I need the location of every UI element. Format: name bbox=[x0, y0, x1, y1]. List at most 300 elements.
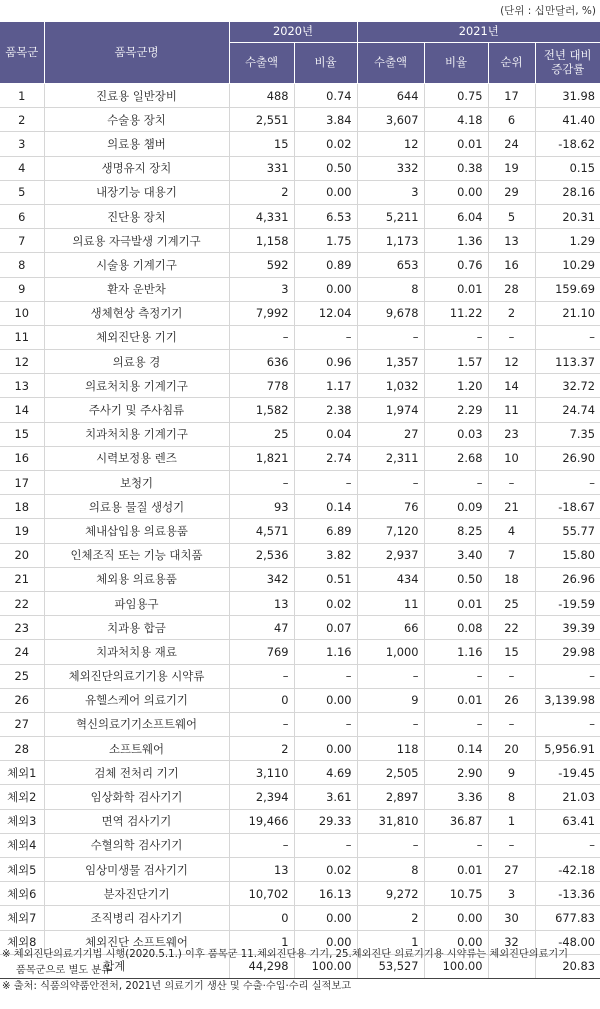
row-code: 체외4 bbox=[0, 833, 44, 857]
footnote-1-line-2: 품목군으로 별도 분류 bbox=[16, 965, 112, 976]
row-export-2020: 778 bbox=[229, 374, 294, 398]
row-code: 18 bbox=[0, 495, 44, 519]
row-export-2020: 2,536 bbox=[229, 543, 294, 567]
row-rank: 30 bbox=[488, 906, 535, 930]
row-ratio-2020: 12.04 bbox=[294, 301, 357, 325]
row-ratio-2020: 3.84 bbox=[294, 108, 357, 132]
row-ratio-2021: – bbox=[424, 325, 488, 349]
row-export-2021: 1 bbox=[357, 930, 424, 954]
table-row bbox=[0, 664, 600, 688]
row-code: 19 bbox=[0, 519, 44, 543]
table-row bbox=[0, 277, 600, 301]
table-row bbox=[0, 422, 600, 446]
row-ratio-2021: 0.09 bbox=[424, 495, 488, 519]
export-table bbox=[0, 22, 600, 979]
row-rank: 16 bbox=[488, 253, 535, 277]
header-ratio-2020: 비율 bbox=[294, 43, 357, 84]
row-ratio-2020: – bbox=[294, 664, 357, 688]
row-code: 17 bbox=[0, 471, 44, 495]
row-code: 체외2 bbox=[0, 785, 44, 809]
row-ratio-2020: 1.16 bbox=[294, 640, 357, 664]
row-export-2021: 118 bbox=[357, 737, 424, 761]
row-code: 1 bbox=[0, 84, 44, 108]
row-rank: 22 bbox=[488, 616, 535, 640]
table-row bbox=[0, 616, 600, 640]
table-row bbox=[0, 761, 600, 785]
row-export-2020: 592 bbox=[229, 253, 294, 277]
table-row bbox=[0, 471, 600, 495]
table-row bbox=[0, 640, 600, 664]
row-ratio-2020: 0.00 bbox=[294, 737, 357, 761]
row-export-2021: 2 bbox=[357, 906, 424, 930]
row-export-2021: 31,810 bbox=[357, 809, 424, 833]
row-name: 시력보정용 렌즈 bbox=[44, 446, 229, 470]
row-export-2020: 488 bbox=[229, 84, 294, 108]
total-ratio-2021: 100.00 bbox=[424, 954, 488, 978]
row-ratio-2020: 0.04 bbox=[294, 422, 357, 446]
row-ratio-2020: 1.75 bbox=[294, 229, 357, 253]
row-code: 24 bbox=[0, 640, 44, 664]
row-export-2021: 7,120 bbox=[357, 519, 424, 543]
row-rank: 24 bbox=[488, 132, 535, 156]
row-code: 체외1 bbox=[0, 761, 44, 785]
row-export-2020: 7,992 bbox=[229, 301, 294, 325]
row-change: 39.39 bbox=[535, 616, 600, 640]
row-export-2020: 331 bbox=[229, 156, 294, 180]
header-export-2020: 수출액 bbox=[229, 43, 294, 84]
row-ratio-2021: 1.16 bbox=[424, 640, 488, 664]
table-row bbox=[0, 737, 600, 761]
row-export-2021: 9 bbox=[357, 688, 424, 712]
row-name: 수술용 장치 bbox=[44, 108, 229, 132]
row-ratio-2021: 0.01 bbox=[424, 858, 488, 882]
table-row bbox=[0, 567, 600, 591]
header-change-line2: 증감률 bbox=[551, 62, 585, 76]
row-rank: 1 bbox=[488, 809, 535, 833]
table-row bbox=[0, 132, 600, 156]
row-change: 677.83 bbox=[535, 906, 600, 930]
row-name: 소프트웨어 bbox=[44, 737, 229, 761]
row-rank: 27 bbox=[488, 858, 535, 882]
row-rank: 14 bbox=[488, 374, 535, 398]
row-name: 체외진단의료기기용 시약류 bbox=[44, 664, 229, 688]
total-export-2021: 53,527 bbox=[357, 954, 424, 978]
header-code: 품목군 bbox=[0, 22, 44, 84]
row-rank: 21 bbox=[488, 495, 535, 519]
row-rank: 32 bbox=[488, 930, 535, 954]
row-name: 파임용구 bbox=[44, 591, 229, 615]
row-rank: – bbox=[488, 664, 535, 688]
row-code: 22 bbox=[0, 591, 44, 615]
row-export-2021: – bbox=[357, 664, 424, 688]
row-export-2021: 11 bbox=[357, 591, 424, 615]
row-change: 0.15 bbox=[535, 156, 600, 180]
row-export-2020: – bbox=[229, 471, 294, 495]
row-export-2020: 636 bbox=[229, 350, 294, 374]
total-ratio-2020: 100.00 bbox=[294, 954, 357, 978]
row-export-2020: 0 bbox=[229, 688, 294, 712]
row-name: 생체현상 측정기기 bbox=[44, 301, 229, 325]
row-export-2020: – bbox=[229, 712, 294, 736]
row-name: 의료처치용 기계기구 bbox=[44, 374, 229, 398]
header-name: 품목군명 bbox=[44, 22, 229, 84]
row-change: 159.69 bbox=[535, 277, 600, 301]
row-export-2021: 1,000 bbox=[357, 640, 424, 664]
row-export-2021: 27 bbox=[357, 422, 424, 446]
row-ratio-2021: 1.36 bbox=[424, 229, 488, 253]
row-export-2020: 19,466 bbox=[229, 809, 294, 833]
row-code: 10 bbox=[0, 301, 44, 325]
row-rank: 18 bbox=[488, 567, 535, 591]
table-row bbox=[0, 882, 600, 906]
row-change: – bbox=[535, 833, 600, 857]
row-export-2021: 9,272 bbox=[357, 882, 424, 906]
table-row bbox=[0, 519, 600, 543]
table-row bbox=[0, 495, 600, 519]
row-export-2021: 66 bbox=[357, 616, 424, 640]
row-ratio-2021: 0.01 bbox=[424, 591, 488, 615]
row-change: -42.18 bbox=[535, 858, 600, 882]
row-export-2020: 2,551 bbox=[229, 108, 294, 132]
table-row bbox=[0, 833, 600, 857]
row-rank: 5 bbox=[488, 204, 535, 228]
row-code: 21 bbox=[0, 567, 44, 591]
row-export-2020: 93 bbox=[229, 495, 294, 519]
row-export-2020: 0 bbox=[229, 906, 294, 930]
row-code: 15 bbox=[0, 422, 44, 446]
row-rank: 7 bbox=[488, 543, 535, 567]
row-export-2020: 4,331 bbox=[229, 204, 294, 228]
row-code: 13 bbox=[0, 374, 44, 398]
row-export-2021: 1,173 bbox=[357, 229, 424, 253]
row-export-2020: 47 bbox=[229, 616, 294, 640]
row-ratio-2021: 10.75 bbox=[424, 882, 488, 906]
row-ratio-2021: 0.00 bbox=[424, 930, 488, 954]
row-name: 분자진단기기 bbox=[44, 882, 229, 906]
table-row bbox=[0, 156, 600, 180]
row-code: 14 bbox=[0, 398, 44, 422]
row-ratio-2020: 0.02 bbox=[294, 858, 357, 882]
row-ratio-2021: 2.90 bbox=[424, 761, 488, 785]
row-rank: 15 bbox=[488, 640, 535, 664]
row-ratio-2021: – bbox=[424, 664, 488, 688]
row-name: 면역 검사기기 bbox=[44, 809, 229, 833]
total-export-2020: 44,298 bbox=[229, 954, 294, 978]
row-code: 체외8 bbox=[0, 930, 44, 954]
row-ratio-2021: 3.40 bbox=[424, 543, 488, 567]
row-ratio-2021: 2.68 bbox=[424, 446, 488, 470]
row-name: 의료용 챔버 bbox=[44, 132, 229, 156]
row-rank: 6 bbox=[488, 108, 535, 132]
row-ratio-2021: – bbox=[424, 833, 488, 857]
row-export-2020: 3,110 bbox=[229, 761, 294, 785]
row-change: 26.96 bbox=[535, 567, 600, 591]
row-rank: 2 bbox=[488, 301, 535, 325]
row-name: 환자 운반차 bbox=[44, 277, 229, 301]
row-ratio-2021: 0.01 bbox=[424, 688, 488, 712]
row-ratio-2020: – bbox=[294, 325, 357, 349]
row-ratio-2021: 11.22 bbox=[424, 301, 488, 325]
row-ratio-2020: 0.00 bbox=[294, 180, 357, 204]
row-code: 6 bbox=[0, 204, 44, 228]
row-ratio-2020: – bbox=[294, 833, 357, 857]
row-rank: 20 bbox=[488, 737, 535, 761]
row-change: -19.45 bbox=[535, 761, 600, 785]
row-export-2021: 1,032 bbox=[357, 374, 424, 398]
row-ratio-2021: 0.76 bbox=[424, 253, 488, 277]
row-ratio-2020: 0.74 bbox=[294, 84, 357, 108]
row-name: 진료용 일반장비 bbox=[44, 84, 229, 108]
row-change: 21.10 bbox=[535, 301, 600, 325]
row-rank: – bbox=[488, 325, 535, 349]
row-ratio-2021: 1.57 bbox=[424, 350, 488, 374]
row-export-2020: 2 bbox=[229, 180, 294, 204]
row-code: 체외7 bbox=[0, 906, 44, 930]
row-change: 63.41 bbox=[535, 809, 600, 833]
table-row bbox=[0, 325, 600, 349]
row-ratio-2020: 0.00 bbox=[294, 930, 357, 954]
header-rank: 순위 bbox=[488, 43, 535, 84]
row-rank: 13 bbox=[488, 229, 535, 253]
row-export-2020: – bbox=[229, 664, 294, 688]
table-row bbox=[0, 712, 600, 736]
row-ratio-2020: 0.02 bbox=[294, 132, 357, 156]
row-export-2021: 434 bbox=[357, 567, 424, 591]
row-ratio-2021: 4.18 bbox=[424, 108, 488, 132]
row-export-2021: 1,357 bbox=[357, 350, 424, 374]
row-ratio-2021: 6.04 bbox=[424, 204, 488, 228]
row-ratio-2021: 0.03 bbox=[424, 422, 488, 446]
row-code: 5 bbox=[0, 180, 44, 204]
row-code: 7 bbox=[0, 229, 44, 253]
row-export-2021: 8 bbox=[357, 277, 424, 301]
row-ratio-2020: 29.33 bbox=[294, 809, 357, 833]
table-row bbox=[0, 543, 600, 567]
row-ratio-2021: 8.25 bbox=[424, 519, 488, 543]
row-name: 임상미생물 검사기기 bbox=[44, 858, 229, 882]
row-code: 9 bbox=[0, 277, 44, 301]
row-code: 체외3 bbox=[0, 809, 44, 833]
row-code: 4 bbox=[0, 156, 44, 180]
table-row bbox=[0, 858, 600, 882]
row-ratio-2021: – bbox=[424, 712, 488, 736]
row-code: 28 bbox=[0, 737, 44, 761]
row-change: -18.62 bbox=[535, 132, 600, 156]
table-row bbox=[0, 350, 600, 374]
row-ratio-2021: 0.00 bbox=[424, 906, 488, 930]
row-change: 55.77 bbox=[535, 519, 600, 543]
row-rank: 17 bbox=[488, 84, 535, 108]
table-row bbox=[0, 84, 600, 108]
row-code: 27 bbox=[0, 712, 44, 736]
row-name: 생명유지 장치 bbox=[44, 156, 229, 180]
row-code: 20 bbox=[0, 543, 44, 567]
row-export-2021: 76 bbox=[357, 495, 424, 519]
row-export-2020: 25 bbox=[229, 422, 294, 446]
footnotes bbox=[2, 947, 598, 995]
row-change: 24.74 bbox=[535, 398, 600, 422]
row-ratio-2021: 0.75 bbox=[424, 84, 488, 108]
row-ratio-2021: 36.87 bbox=[424, 809, 488, 833]
row-ratio-2021: 2.29 bbox=[424, 398, 488, 422]
row-code: 체외5 bbox=[0, 858, 44, 882]
row-name: 의료용 자극발생 기계기구 bbox=[44, 229, 229, 253]
row-ratio-2020: 0.50 bbox=[294, 156, 357, 180]
row-ratio-2021: 0.08 bbox=[424, 616, 488, 640]
row-export-2021: 2,937 bbox=[357, 543, 424, 567]
row-export-2020: 342 bbox=[229, 567, 294, 591]
table-row bbox=[0, 688, 600, 712]
table-row bbox=[0, 229, 600, 253]
row-change: 31.98 bbox=[535, 84, 600, 108]
row-export-2020: 3 bbox=[229, 277, 294, 301]
row-change: -13.36 bbox=[535, 882, 600, 906]
row-export-2021: 8 bbox=[357, 858, 424, 882]
row-export-2020: 1,158 bbox=[229, 229, 294, 253]
row-change: -48.00 bbox=[535, 930, 600, 954]
row-rank: – bbox=[488, 712, 535, 736]
row-export-2021: 1,974 bbox=[357, 398, 424, 422]
row-change: 41.40 bbox=[535, 108, 600, 132]
row-code: 25 bbox=[0, 664, 44, 688]
row-export-2020: 1,821 bbox=[229, 446, 294, 470]
row-export-2021: 644 bbox=[357, 84, 424, 108]
row-ratio-2020: 3.61 bbox=[294, 785, 357, 809]
row-code: 8 bbox=[0, 253, 44, 277]
row-name: 시술용 기계기구 bbox=[44, 253, 229, 277]
row-change: – bbox=[535, 664, 600, 688]
table-row bbox=[0, 446, 600, 470]
row-export-2021: 3 bbox=[357, 180, 424, 204]
table-row bbox=[0, 204, 600, 228]
row-ratio-2020: 0.89 bbox=[294, 253, 357, 277]
header-year-2021: 2021년 bbox=[357, 22, 600, 43]
header-ratio-2021: 비율 bbox=[424, 43, 488, 84]
row-ratio-2020: 16.13 bbox=[294, 882, 357, 906]
table-row bbox=[0, 398, 600, 422]
row-export-2021: 3,607 bbox=[357, 108, 424, 132]
table-row bbox=[0, 809, 600, 833]
row-name: 혁신의료기기소프트웨어 bbox=[44, 712, 229, 736]
row-rank: 3 bbox=[488, 882, 535, 906]
row-change: 5,956.91 bbox=[535, 737, 600, 761]
row-ratio-2020: 0.00 bbox=[294, 906, 357, 930]
row-change: 113.37 bbox=[535, 350, 600, 374]
row-rank: 26 bbox=[488, 688, 535, 712]
row-change: 7.35 bbox=[535, 422, 600, 446]
row-rank: 8 bbox=[488, 785, 535, 809]
row-ratio-2020: – bbox=[294, 712, 357, 736]
row-rank: 23 bbox=[488, 422, 535, 446]
row-rank: 12 bbox=[488, 350, 535, 374]
row-change: 10.29 bbox=[535, 253, 600, 277]
table-row bbox=[0, 301, 600, 325]
row-export-2021: 2,311 bbox=[357, 446, 424, 470]
table-row bbox=[0, 108, 600, 132]
row-rank: – bbox=[488, 471, 535, 495]
row-export-2021: 653 bbox=[357, 253, 424, 277]
row-ratio-2021: 0.00 bbox=[424, 180, 488, 204]
row-ratio-2021: – bbox=[424, 471, 488, 495]
header-change bbox=[535, 43, 600, 84]
row-export-2020: 1,582 bbox=[229, 398, 294, 422]
row-change: – bbox=[535, 712, 600, 736]
row-code: 12 bbox=[0, 350, 44, 374]
row-name: 내장기능 대용기 bbox=[44, 180, 229, 204]
row-export-2021: – bbox=[357, 833, 424, 857]
row-change: 1.29 bbox=[535, 229, 600, 253]
table-header bbox=[0, 22, 600, 84]
row-code: 2 bbox=[0, 108, 44, 132]
row-name: 치과처치용 재료 bbox=[44, 640, 229, 664]
row-change: -18.67 bbox=[535, 495, 600, 519]
row-name: 수혈의학 검사기기 bbox=[44, 833, 229, 857]
row-export-2020: 1 bbox=[229, 930, 294, 954]
row-export-2020: 769 bbox=[229, 640, 294, 664]
row-ratio-2020: 0.96 bbox=[294, 350, 357, 374]
table-row bbox=[0, 591, 600, 615]
row-rank: 28 bbox=[488, 277, 535, 301]
row-ratio-2020: 4.69 bbox=[294, 761, 357, 785]
row-export-2020: 13 bbox=[229, 858, 294, 882]
row-name: 치과처치용 기계기구 bbox=[44, 422, 229, 446]
unit-label: (단위 : 십만달러, %) bbox=[500, 5, 596, 17]
row-ratio-2020: 0.51 bbox=[294, 567, 357, 591]
table-row bbox=[0, 906, 600, 930]
row-name: 체외용 의료용품 bbox=[44, 567, 229, 591]
row-export-2021: 332 bbox=[357, 156, 424, 180]
row-name: 진단용 장치 bbox=[44, 204, 229, 228]
header-year-2020: 2020년 bbox=[229, 22, 357, 43]
row-change: – bbox=[535, 471, 600, 495]
header-export-2021: 수출액 bbox=[357, 43, 424, 84]
row-ratio-2020: 0.02 bbox=[294, 591, 357, 615]
row-ratio-2021: 0.01 bbox=[424, 132, 488, 156]
row-change: 32.72 bbox=[535, 374, 600, 398]
row-change: 3,139.98 bbox=[535, 688, 600, 712]
row-code: 16 bbox=[0, 446, 44, 470]
row-export-2020: 2 bbox=[229, 737, 294, 761]
table-row bbox=[0, 374, 600, 398]
row-export-2021: – bbox=[357, 471, 424, 495]
row-export-2021: 2,505 bbox=[357, 761, 424, 785]
row-export-2020: 10,702 bbox=[229, 882, 294, 906]
row-ratio-2020: 0.14 bbox=[294, 495, 357, 519]
row-name: 조직병리 검사기기 bbox=[44, 906, 229, 930]
row-code: 3 bbox=[0, 132, 44, 156]
row-name: 의료용 물질 생성기 bbox=[44, 495, 229, 519]
row-name: 유헬스케어 의료기기 bbox=[44, 688, 229, 712]
row-name: 임상화학 검사기기 bbox=[44, 785, 229, 809]
table-row bbox=[0, 785, 600, 809]
row-rank: 19 bbox=[488, 156, 535, 180]
row-name: 주사기 및 주사침류 bbox=[44, 398, 229, 422]
row-export-2021: 9,678 bbox=[357, 301, 424, 325]
row-ratio-2020: – bbox=[294, 471, 357, 495]
footnote-1-line-1: ※ 체외진단의료기기법 시행(2020.5.1.) 이후 품목군 11.체외진단용 기기, 25.체외진단 의료기기용 시약류는 체외진단의료기기 bbox=[2, 949, 569, 960]
row-name: 체외진단 소프트웨어 bbox=[44, 930, 229, 954]
row-export-2020: 15 bbox=[229, 132, 294, 156]
row-ratio-2020: 2.38 bbox=[294, 398, 357, 422]
row-ratio-2020: 0.07 bbox=[294, 616, 357, 640]
row-ratio-2020: 6.53 bbox=[294, 204, 357, 228]
row-ratio-2021: 0.01 bbox=[424, 277, 488, 301]
total-label: 합계 bbox=[0, 954, 229, 978]
row-name: 체내삽입용 의료용품 bbox=[44, 519, 229, 543]
row-name: 치과용 합금 bbox=[44, 616, 229, 640]
row-export-2020: – bbox=[229, 833, 294, 857]
row-ratio-2021: 0.50 bbox=[424, 567, 488, 591]
